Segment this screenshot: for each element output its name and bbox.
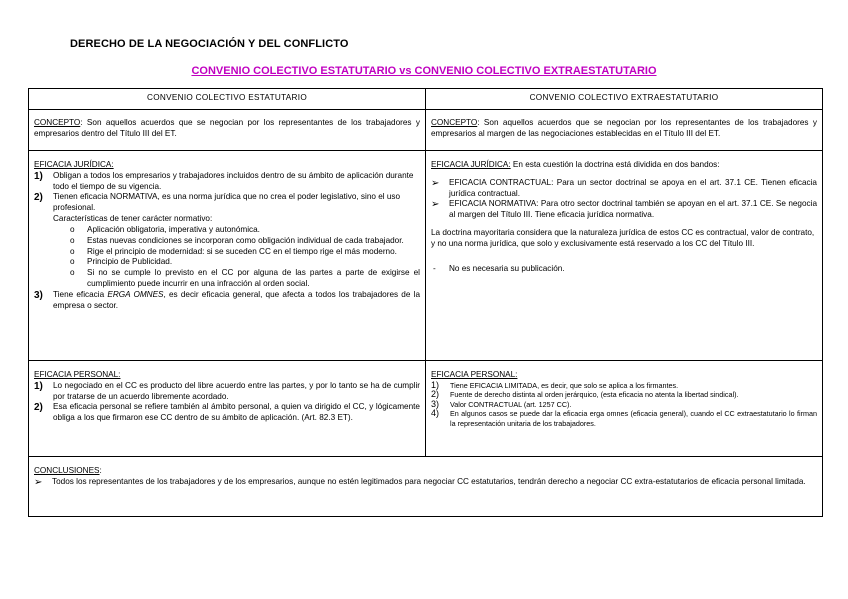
list-item: o Principio de Publicidad. bbox=[70, 257, 173, 267]
list-item: o Rige el principio de modernidad: si se suceden CC en el tiempo rige el más moderno. bbox=[70, 246, 397, 256]
concepto-extraestatutario bbox=[426, 110, 823, 151]
list-item: 1) Obligan a todos los empresarios y trabajadores incluidos dentro de su ámbito de aplicación durante todo el tiempo de su vigencia. bbox=[34, 170, 414, 191]
concepto-estatutario bbox=[29, 110, 426, 151]
document-title: DERECHO DE LA NEGOCIACIÓN Y DEL CONFLICTO bbox=[70, 38, 349, 50]
list-item: 4) En algunos casos se puede dar la eficacia erga omnes (eficacia general), cuando el CC extraestatutario lo firman la representación unitaria de los trabajadores. bbox=[431, 408, 817, 428]
eficacia-personal-label: EFICACIA PERSONAL: bbox=[431, 370, 518, 379]
comparison-table bbox=[28, 88, 823, 517]
list-item: 1) Tiene EFICACIA LIMITADA, es decir, que solo se aplica a los firmantes. bbox=[431, 379, 679, 390]
concepto-text: : Son aquellos acuerdos que se negocian por los representantes de los trabajadores y empresarios al margen de las negociaciones establecidas en el Título III del ET. bbox=[431, 118, 817, 138]
conclusiones-row bbox=[29, 457, 823, 517]
eficacia-juridica-extraestatutario: EFICACIA JURÍDICA: En esta cuestión la doctrina está dividida en dos bandos: ➢ EFICACIA CONTRACTUAL: Para un sector doctrinal se apoya en el art. 37.1 CE. Tienen eficacia jurídica contractual. ➢ EFICACIA NORMATIVA: Para otro sector doctrinal también se apoyan en el art. 37.1 CE. Se negocia al margen del Título III. Tiene eficacia jurídica normativa. La doctrina mayoritaria considera que la naturaleza jurídica de estos CC es contractual, valor de contrato, y no una norma jurídica, que solo y exclusivamente está reservado a los CC del Título III. - No es necesaria su publicación. bbox=[426, 151, 823, 361]
arrow-icon: ➢ bbox=[431, 199, 440, 211]
list-item: 1) Lo negociado en el CC es producto del libre acuerdo entre las partes, y por lo tanto se ha de cumplir por tratarse de un acuerdo libremente acordado. bbox=[34, 380, 420, 401]
list-item: o Aplicación obligatoria, imperativa y autonómica. bbox=[70, 224, 260, 234]
arrow-icon: ➢ bbox=[431, 177, 440, 189]
doctrina-text: La doctrina mayoritaria considera que la naturaleza jurídica de estos CC es contractual, valor de contrato, y no una norma jurídica, que solo y exclusivamente está reservado a los CC del Título III. bbox=[431, 228, 815, 248]
eficacia-personal-label: EFICACIA PERSONAL: bbox=[34, 370, 121, 379]
arrow-icon: ➢ bbox=[34, 476, 43, 488]
eficacia-personal-extraestatutario bbox=[426, 361, 823, 457]
list-item: 2) Esa eficacia personal se refiere también al ámbito personal, a quien va dirigido el CC, y lógicamente obliga a los que firmaron ese CC dentro de su ámbito de aplicación. (Art. 82.3 ET). bbox=[34, 402, 420, 423]
list-item: ➢ EFICACIA NORMATIVA: Para otro sector doctrinal también se apoyan en el art. 37.1 CE. Se negocia al margen del Título III. Tiene eficacia jurídica normativa. bbox=[431, 199, 817, 220]
list-item: o Estas nuevas condiciones se incorporan como obligación individual de cada trabajador. bbox=[70, 235, 404, 245]
list-item: 2) Fuente de derecho distinta al orden jerárquico, (esta eficacia no atenta la libertad sindical). bbox=[431, 389, 739, 400]
eficacia-juridica-label: EFICACIA JURÍDICA: bbox=[431, 160, 511, 169]
eficacia-juridica-row bbox=[29, 151, 823, 361]
eficacia-juridica-estatutario bbox=[29, 151, 426, 361]
eficacia-personal-row bbox=[29, 361, 823, 457]
eficacia-juridica-label: EFICACIA JURÍDICA: bbox=[34, 160, 114, 169]
list-item: ➢ EFICACIA CONTRACTUAL: Para un sector doctrinal se apoya en el art. 37.1 CE. Tienen eficacia jurídica contractual. bbox=[431, 177, 817, 198]
conclusiones-cell: CONCLUSIONES: ➢ Todos los representantes de los trabajadores y de los empresarios, aunque no estén legitimados para negociar CC estatutarios, tendrán derecho a negociar CC extra-estatutarios de eficacia personal limitada. bbox=[29, 457, 823, 517]
list-item: 2) Tienen eficacia NORMATIVA, es una norma jurídica que no crea el poder legislativo, sino el uso profesional. Características de tener carácter normativo: bbox=[34, 192, 420, 224]
header-extraestatutario: CONVENIO COLECTIVO EXTRAESTATUTARIO bbox=[426, 89, 823, 110]
concepto-label: CONCEPTO bbox=[34, 118, 81, 127]
list-item: o Si no se cumple lo previsto en el CC por alguna de las partes a parte de exigirse el cumplimiento puede incurrir en una infracción al orden social. bbox=[70, 268, 420, 289]
header-estatutario: CONVENIO COLECTIVO ESTATUTARIO bbox=[29, 89, 426, 110]
list-item: 3) Tiene eficacia ERGA OMNES, es decir eficacia general, que afecta a todos los trabajadores de la empresa o sector. bbox=[34, 289, 420, 310]
header-row bbox=[29, 89, 823, 110]
list-item: ➢ Todos los representantes de los trabajadores y de los empresarios, aunque no estén legitimados para negociar CC estatutarios, tendrán derecho a negociar CC extra-estatutarios de eficacia personal limitada. bbox=[34, 476, 806, 488]
document-subtitle: CONVENIO COLECTIVO ESTATUTARIO vs CONVENIO COLECTIVO EXTRAESTATUTARIO bbox=[191, 65, 657, 77]
concepto-text: : Son aquellos acuerdos que se negocian por los representantes de los trabajadores y empresarios dentro del Título III del ET. bbox=[34, 118, 420, 138]
concepto-row bbox=[29, 110, 823, 151]
concepto-label: CONCEPTO bbox=[431, 118, 478, 127]
publicacion-item: - No es necesaria su publicación. bbox=[433, 263, 565, 273]
caracteristicas-label: Características de tener carácter normativo: bbox=[53, 214, 213, 224]
conclusiones-label: CONCLUSIONES bbox=[34, 466, 100, 475]
eficacia-personal-estatutario bbox=[29, 361, 426, 457]
list-item: 3) Valor CONTRACTUAL (art. 1257 CC). bbox=[431, 398, 572, 409]
